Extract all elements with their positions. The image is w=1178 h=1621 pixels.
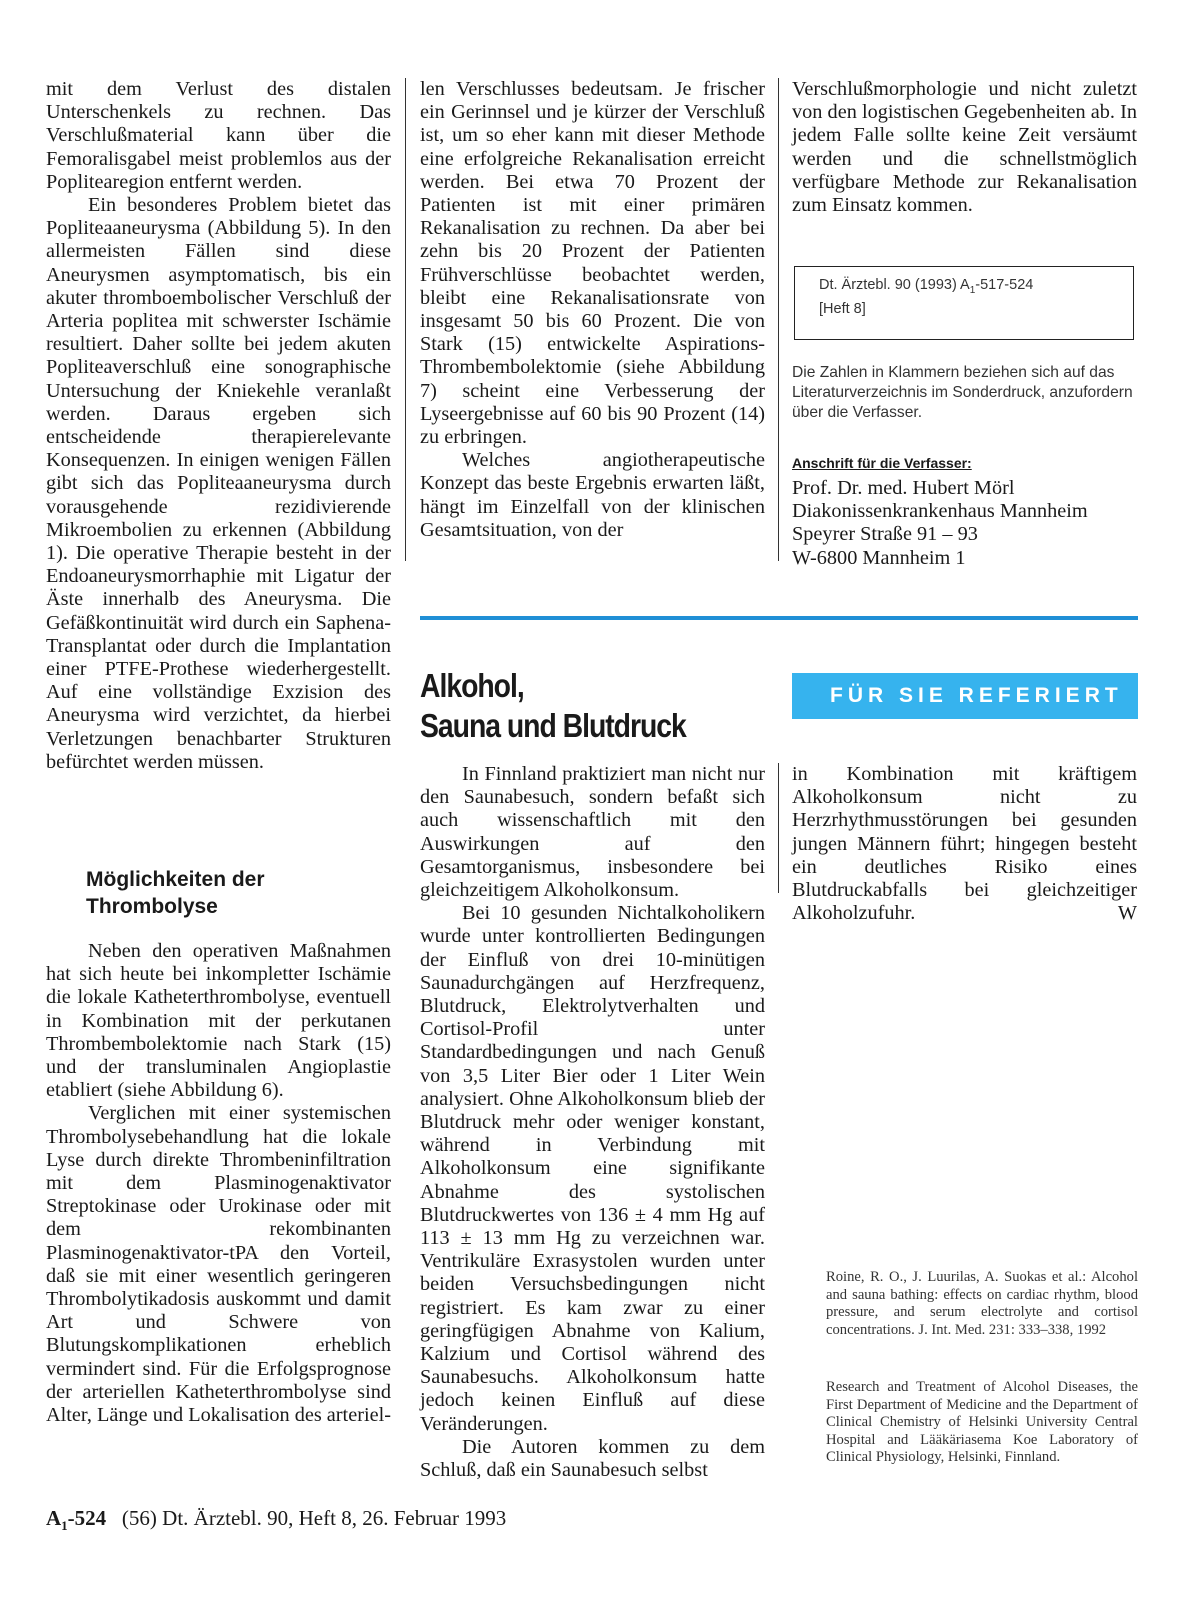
body-paragraph: Bei 10 gesunden Nichtalkoholikern wurde unter kontrollierten Bedingungen der Einfluß von drei 10-minütigen Saunadurchgängen auf Herzfrequenz, Blutdruck, Elektrolytverhalten und Cortisol-Profil unter Standardbedingungen und nach Genuß von 3,5 Liter Bier oder 1 Liter Wein analysiert. Ohne Alkoholkonsum blieb der Blutdruck mehr oder weniger konstant, während in Verbindung mit Alkoholkonsum eine signifikante Abnahme des systolischen Blutdruckwertes von 136 ± 4 mm Hg auf 113 ± 13 mm Hg zu verzeichnen war. Ventrikuläre Exrasystolen wurden unter beiden Versuchsbedingungen nicht registriert. Es kam zwar zu einer geringfügigen Abnahme von Kalium, Kalzium und Cortisol während des Saunabesuchs. Alkoholkonsum hatte jedoch keinen Einfluß auf diese Veränderungen.: [420, 902, 765, 1435]
column-divider: [778, 763, 779, 893]
page-subscript: 1: [61, 1518, 68, 1534]
column-1-top: [46, 78, 391, 774]
article-title: [420, 666, 712, 746]
citation-text: Dt. Ärztebl. 90 (1993) A: [819, 277, 970, 293]
citation-subscript: 1: [969, 284, 976, 296]
banner-label: FÜR SIE REFERIERT: [830, 684, 1123, 707]
body-paragraph: In Finnland praktiziert man nicht nur den Saunabesuch, sondern befaßt sich auch wissenschaftlich mit den Auswirkungen auf den Gesamtorganismus, insbesondere bei gleichzeitigem Alkoholkonsum.: [420, 763, 765, 902]
author-address: [792, 477, 1137, 570]
column-1-bottom: [46, 940, 391, 1427]
address-label: Anschrift für die Verfasser:: [792, 455, 972, 471]
column-divider: [405, 78, 406, 561]
address-line: Diakonissenkrankenhaus Mannheim: [792, 500, 1088, 523]
address-line: Speyrer Straße 91 – 93: [792, 523, 978, 546]
page-footer: [46, 1506, 506, 1534]
citation-issue: [Heft 8]: [819, 300, 866, 317]
article-column-3: [792, 763, 1137, 925]
article-title-line: Alkohol,: [420, 667, 524, 704]
page-number: -524: [67, 1506, 107, 1530]
section-heading: Möglichkeiten der Thrombolyse: [86, 868, 265, 918]
body-paragraph: Welches angiotherapeutische Konzept das beste Ergebnis erwarten läßt, hängt im Einzelfall von der klinischen Gesamtsituation, von der: [420, 449, 765, 541]
body-paragraph: Neben den operativen Maßnahmen hat sich heute bei inkompletter Ischämie die lokale Katheterthrombolyse, eventuell in Kombination mit der perkutanen Thrombembolektomie nach Stark (15) und der transluminalen Angioplastie etabliert (siehe Abbildung 6).: [46, 940, 391, 1102]
article-signature: W: [1117, 902, 1137, 925]
article-column-2: [420, 763, 765, 1482]
body-paragraph: Verglichen mit einer systemischen Thrombolysebehandlung hat die lokale Lyse durch direkte Thrombeninfiltration mit dem Plasminogenaktivator Streptokinase oder Urokinase oder mit dem rekombinanten Plasminogenaktivator-tPA den Vorteil, daß sie mit einer wesentlich geringeren Thrombolytikadosis auskommt und damit Art und Schwere von Blutungskomplikationen erheblich vermindert sind. Für die Erfolgsprognose der arteriellen Katheterthrombolyse sind Alter, Länge und Lokalisation des arteriel-: [46, 1102, 391, 1427]
body-paragraph: mit dem Verlust des distalen Unterschenkels zu rechnen. Das Verschlußmaterial kann über die Femoralisgabel meist problemlos aus der Poplitearegion entfernt werden.: [46, 78, 391, 193]
page-prefix: A: [46, 1506, 62, 1530]
address-line: W-6800 Mannheim 1: [792, 546, 966, 569]
body-paragraph: Verschlußmorphologie und nicht zuletzt von den logistischen Gegebenheiten ab. In jedem Falle sollte keine Zeit versäumt werden und die schnellstmöglich verfügbare Methode zur Rekanalisation zum Einsatz kommen.: [792, 78, 1137, 217]
article-text: in Kombination mit kräftigem Alkoholkonsum nicht zu Herzrhythmusstörungen bei gesunden jungen Männern führt; hingegen besteht ein deutliches Risiko eines Blutdruckabfalls bei gleichzeitiger Alkoholzufuhr.: [792, 763, 1137, 925]
footer-journal: (56) Dt. Ärztebl. 90, Heft 8, 26. Februar 1993: [121, 1506, 507, 1530]
column-3-top: [792, 78, 1137, 217]
column-divider: [778, 78, 779, 561]
references-note: Die Zahlen in Klammern beziehen sich auf das Literaturverzeichnis im Sonderdruck, anzufordern über die Verfasser.: [792, 364, 1133, 421]
section-banner: [792, 673, 1138, 719]
citation-pages: -517-524: [975, 277, 1034, 293]
reference-entry: Roine, R. O., J. Luurilas, A. Suokas et al.: Alcohol and sauna bathing: effects on cardiac rhythm, blood pressure, and serum electrolyte and cortisol concentrations. J. Int. Med. 231: 333–338, 1992: [826, 1269, 1138, 1338]
body-paragraph: Die Autoren kommen zu dem Schluß, daß ein Saunabesuch selbst: [420, 1435, 765, 1482]
reference-affiliation: Research and Treatment of Alcohol Diseases, the First Department of Medicine and the Department of Clinical Chemistry of Helsinki University Central Hospital and Lääkäriasema Koe Laboratory of Clinical Physiology, Helsinki, Finnland.: [826, 1379, 1138, 1466]
article-title-line: Sauna und Blutdruck: [420, 707, 686, 744]
body-paragraph: Ein besonderes Problem bietet das Popliteaaneurysma (Abbildung 5). In den allermeisten Fällen sind diese Aneurysmen asymptomatisch, bis ein akuter thromboembolischer Verschluß der Arteria poplitea mit schwerster Ischämie resultiert. Daher sollte bei jedem akuten Popliteaverschluß eine sonographische Untersuchung der Kniekehle veranlaßt werden. Daraus ergeben sich entscheidende therapierelevante Konsequenzen. In einigen wenigen Fällen gibt sich das Popliteaaneurysma durch vorausgehende rezidivierende Mikroembolien zu erkennen (Abbildung 1). Die operative Therapie besteht in der Endoaneurysmorrhaphie mit Ligatur der Äste innerhalb des Aneurysma. Die Gefäßkontinuität wird durch ein Saphena-Transplantat oder durch die Implantation einer PTFE-Prothese wiederhergestellt. Auf eine vollständige Exzision des Aneurysma wird verzichtet, da hierbei Verletzungen benachbarter Strukturen befürchtet werden müssen.: [46, 194, 391, 773]
body-paragraph: len Verschlusses bedeutsam. Je frischer ein Gerinnsel und je kürzer der Verschluß ist, um so eher kann mit dieser Methode eine erfolgreiche Rekanalisation erreicht werden. Bei etwa 70 Prozent der Patienten ist mit einer primären Rekanalisation zu rechnen. Da aber bei zehn bis 20 Prozent der Patienten Frühverschlüsse beobachtet werden, bleibt eine Rekanalisationsrate von insgesamt 50 bis 60 Prozent. Die von Stark (15) entwickelte Aspirations-Thrombembolektomie (siehe Abbildung 7) scheint eine Verbesserung der Lyseergebnisse auf 60 bis 90 Prozent (14) zu erbringen.: [420, 78, 765, 449]
citation-box: [794, 266, 1134, 340]
address-line: Prof. Dr. med. Hubert Mörl: [792, 477, 1015, 499]
column-2-top: [420, 78, 765, 542]
section-divider: [420, 616, 1138, 620]
body-paragraph: [792, 763, 1137, 925]
